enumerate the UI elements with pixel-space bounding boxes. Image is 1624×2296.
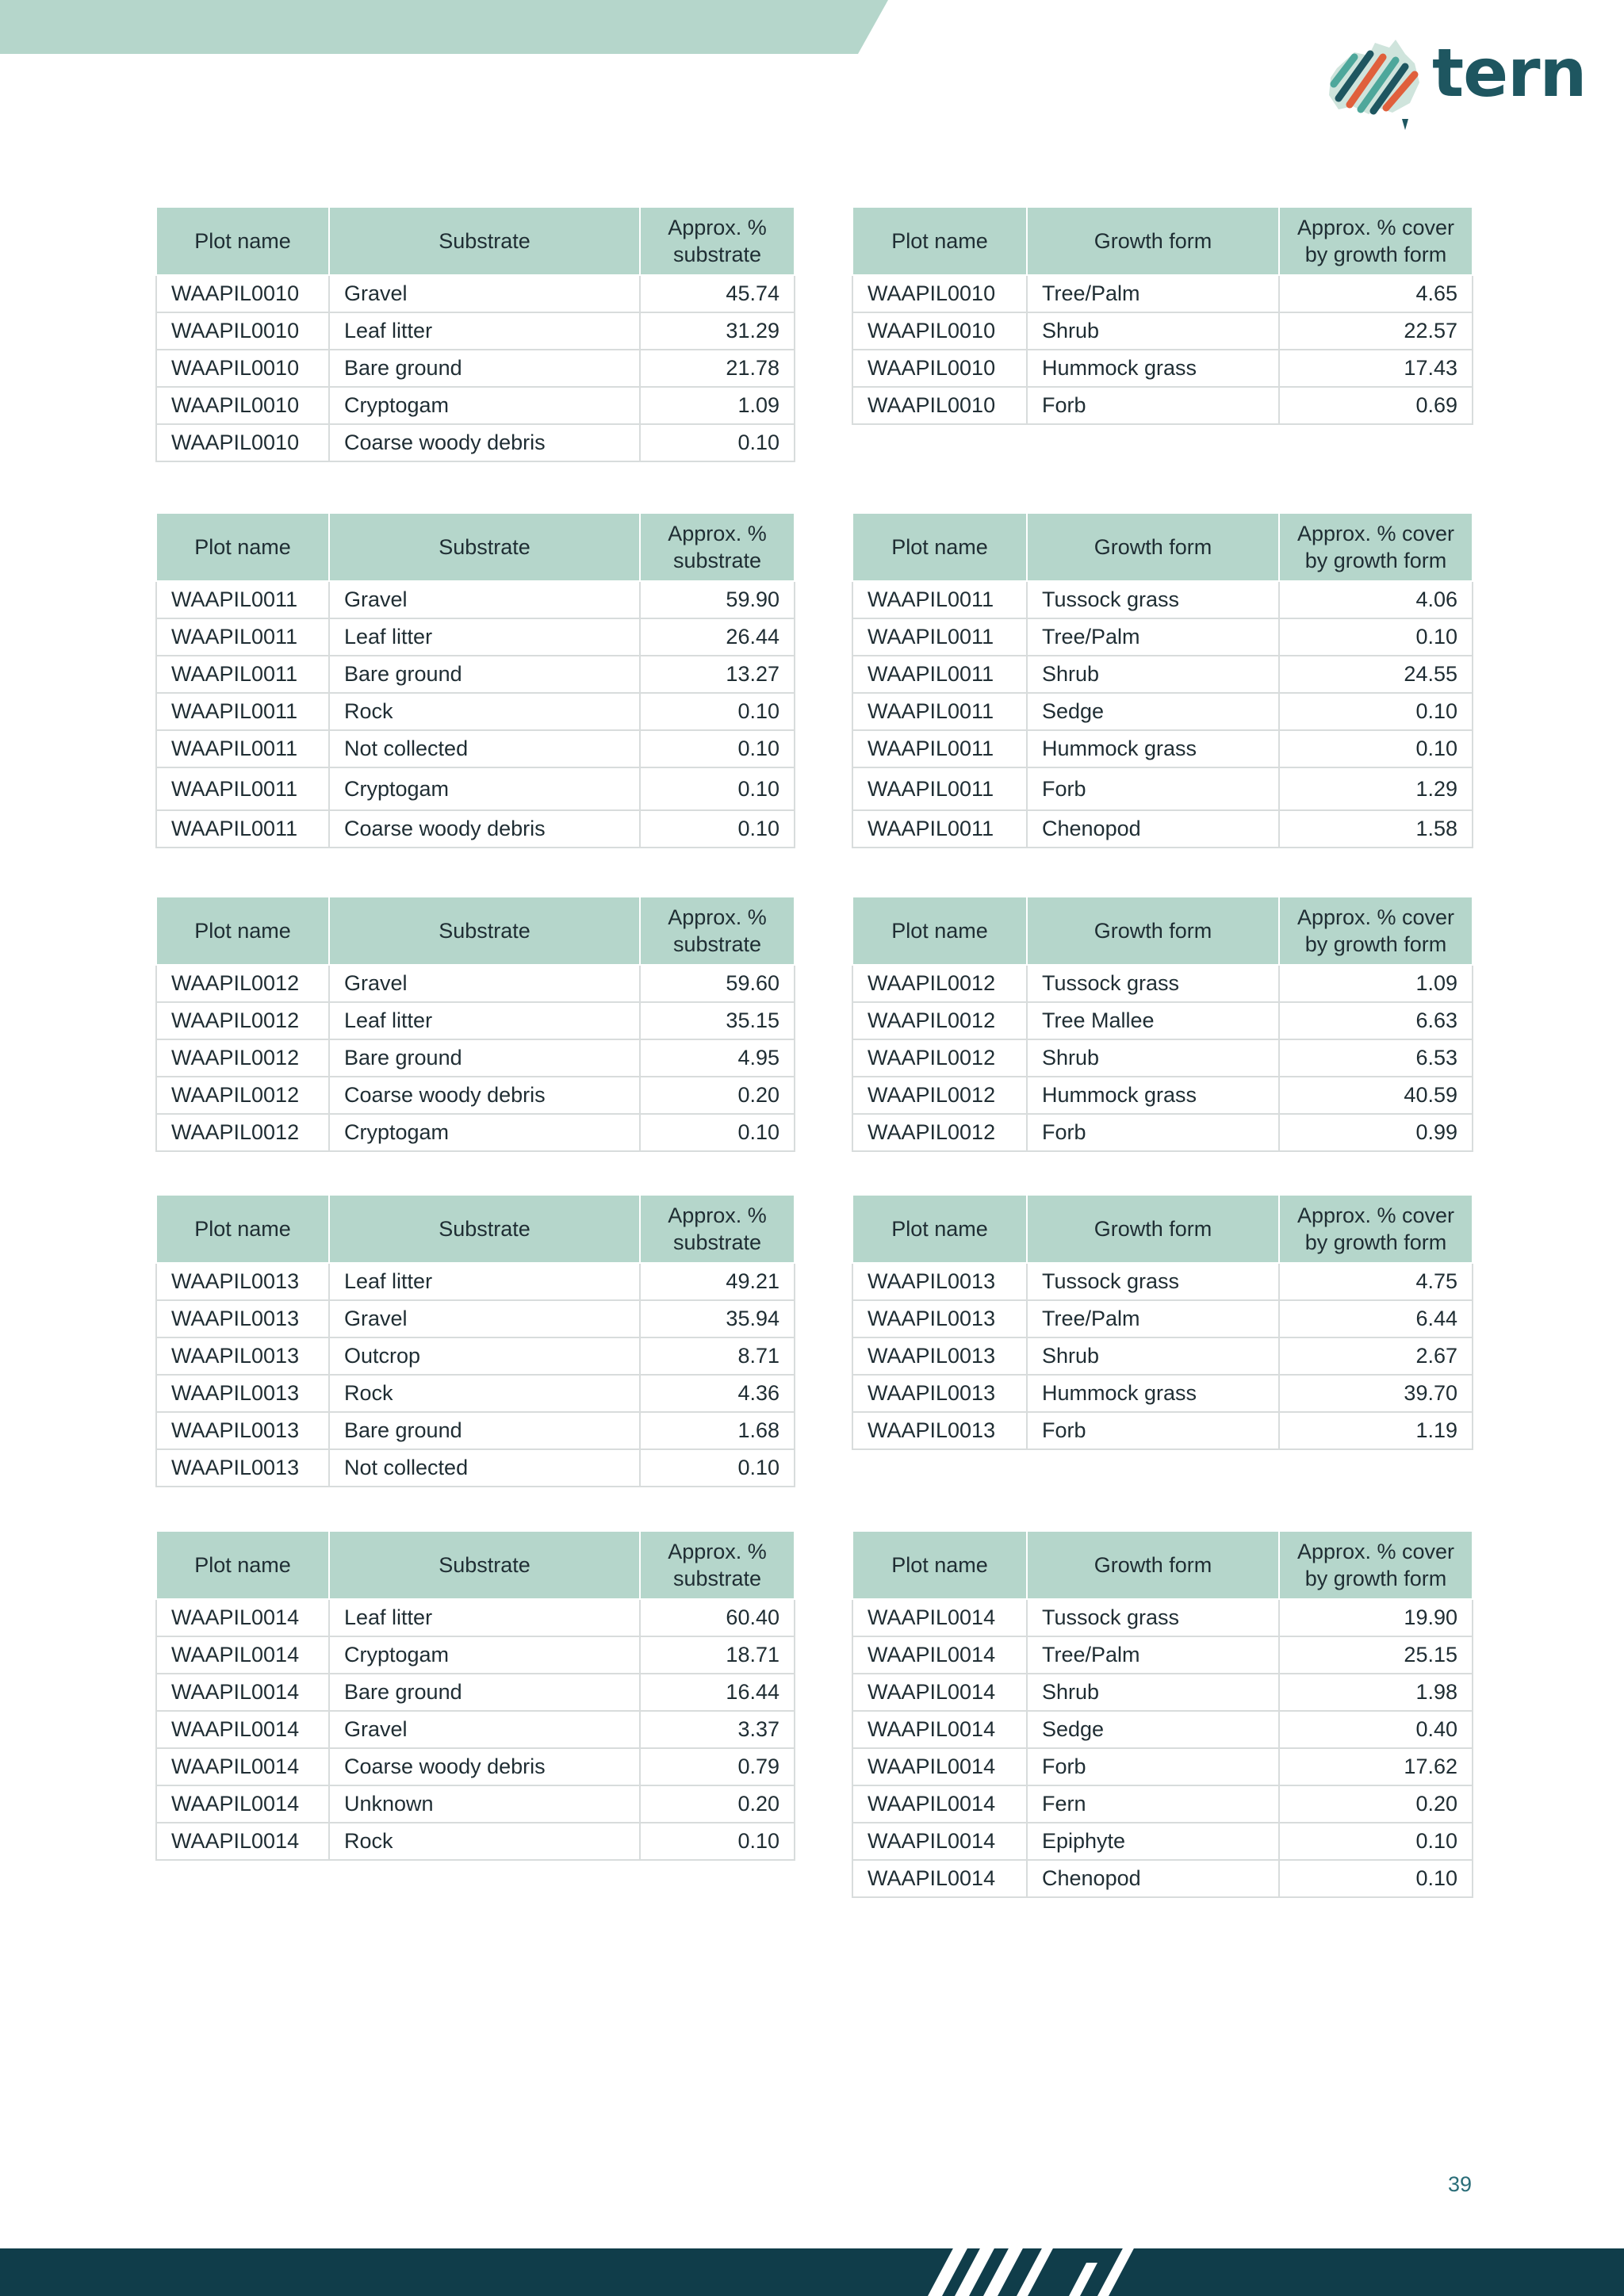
percent-cell: 3.37: [640, 1711, 795, 1748]
table-row: [156, 965, 795, 1002]
percent-cell: 59.90: [640, 581, 795, 618]
table-header-row: [156, 1195, 795, 1263]
table-row: [156, 1002, 795, 1039]
plot-name-cell: WAAPIL0014: [852, 1674, 1027, 1711]
table-header-row: [156, 1531, 795, 1599]
table-row: [156, 312, 795, 350]
percent-cell: 0.10: [1279, 693, 1473, 730]
table-row: [852, 1375, 1473, 1412]
growth-form-cell: Sedge: [1027, 1711, 1279, 1748]
column-header: Approx. % cover by growth form: [1279, 1195, 1473, 1263]
plot-name-cell: WAAPIL0010: [852, 275, 1027, 312]
plot-name-cell: WAAPIL0011: [852, 581, 1027, 618]
table-row: [852, 656, 1473, 693]
growth-form-cell: Sedge: [1027, 693, 1279, 730]
plot-name-cell: WAAPIL0014: [156, 1636, 329, 1674]
percent-cell: 0.99: [1279, 1114, 1473, 1151]
growth-form-cell: Forb: [1027, 1114, 1279, 1151]
substrate-cell: Cryptogam: [329, 1636, 640, 1674]
percent-cell: 19.90: [1279, 1599, 1473, 1636]
table-row: [156, 767, 795, 810]
percent-cell: 4.65: [1279, 275, 1473, 312]
substrate-cell: Leaf litter: [329, 1599, 640, 1636]
growth-form-cell: Chenopod: [1027, 1860, 1279, 1897]
plot-name-cell: WAAPIL0014: [156, 1674, 329, 1711]
percent-cell: 0.10: [640, 1449, 795, 1487]
growth-form-cell: Shrub: [1027, 1039, 1279, 1077]
substrate-cell: Leaf litter: [329, 312, 640, 350]
column-header: Growth form: [1027, 1531, 1279, 1599]
table-row: [852, 312, 1473, 350]
growth-form-cell: Forb: [1027, 1412, 1279, 1449]
table-row: [852, 1711, 1473, 1748]
percent-cell: 8.71: [640, 1337, 795, 1375]
percent-cell: 1.19: [1279, 1412, 1473, 1449]
percent-cell: 0.10: [1279, 1823, 1473, 1860]
table-row: [852, 1114, 1473, 1151]
plot-name-cell: WAAPIL0014: [852, 1823, 1027, 1860]
table-row: [156, 1674, 795, 1711]
substrate-cell: Cryptogam: [329, 1114, 640, 1151]
table-row: [156, 656, 795, 693]
percent-cell: 0.10: [640, 810, 795, 848]
growth-form-cell: Fern: [1027, 1785, 1279, 1823]
table-row: [852, 1263, 1473, 1300]
growth-form-cell: Hummock grass: [1027, 730, 1279, 767]
percent-cell: 26.44: [640, 618, 795, 656]
column-header: Approx. % cover by growth form: [1279, 897, 1473, 965]
substrate-cell: Leaf litter: [329, 1263, 640, 1300]
percent-cell: 0.10: [640, 767, 795, 810]
table-row: [156, 1449, 795, 1487]
substrate-cell: Leaf litter: [329, 1002, 640, 1039]
substrate-cell: Gravel: [329, 965, 640, 1002]
plot-name-cell: WAAPIL0013: [852, 1412, 1027, 1449]
column-header: Substrate: [329, 897, 640, 965]
plot-name-cell: WAAPIL0010: [156, 312, 329, 350]
plot-name-cell: WAAPIL0014: [156, 1599, 329, 1636]
table-row: [852, 1039, 1473, 1077]
column-header: Approx. % cover by growth form: [1279, 513, 1473, 581]
percent-cell: 1.58: [1279, 810, 1473, 848]
percent-cell: 22.57: [1279, 312, 1473, 350]
plot-name-cell: WAAPIL0013: [156, 1263, 329, 1300]
percent-cell: 0.79: [640, 1748, 795, 1785]
percent-cell: 1.98: [1279, 1674, 1473, 1711]
table-row: [852, 965, 1473, 1002]
table-row: [156, 1337, 795, 1375]
substrate-cell: Bare ground: [329, 350, 640, 387]
percent-cell: 35.94: [640, 1300, 795, 1337]
percent-cell: 4.36: [640, 1375, 795, 1412]
table-header-row: [852, 207, 1473, 275]
growth-form-cell: Shrub: [1027, 1337, 1279, 1375]
plot-name-cell: WAAPIL0010: [156, 350, 329, 387]
percent-cell: 2.67: [1279, 1337, 1473, 1375]
table-header-row: [156, 207, 795, 275]
plot-name-cell: WAAPIL0014: [852, 1599, 1027, 1636]
percent-cell: 0.10: [640, 730, 795, 767]
percent-cell: 6.44: [1279, 1300, 1473, 1337]
plot-name-cell: WAAPIL0011: [852, 693, 1027, 730]
percent-cell: 4.06: [1279, 581, 1473, 618]
column-header: Approx. % substrate: [640, 207, 795, 275]
table-row: [156, 730, 795, 767]
plot-name-cell: WAAPIL0011: [156, 693, 329, 730]
column-header: Plot name: [852, 1531, 1027, 1599]
percent-cell: 16.44: [640, 1674, 795, 1711]
table-row: [156, 387, 795, 424]
table-row: [852, 693, 1473, 730]
column-header: Approx. % substrate: [640, 1531, 795, 1599]
percent-cell: 60.40: [640, 1599, 795, 1636]
percent-cell: 0.10: [640, 693, 795, 730]
plot-name-cell: WAAPIL0012: [852, 1114, 1027, 1151]
table-row: [156, 1748, 795, 1785]
substrate-cell: Not collected: [329, 730, 640, 767]
column-header: Substrate: [329, 1195, 640, 1263]
percent-cell: 0.10: [640, 1823, 795, 1860]
table-row: [156, 1636, 795, 1674]
substrate-cell: Coarse woody debris: [329, 424, 640, 461]
table-header-row: [156, 513, 795, 581]
substrate-cell: Gravel: [329, 581, 640, 618]
growth-form-cell: Tussock grass: [1027, 1599, 1279, 1636]
substrate-cell: Leaf litter: [329, 618, 640, 656]
plot-name-cell: WAAPIL0010: [852, 387, 1027, 424]
column-header: Growth form: [1027, 207, 1279, 275]
plot-name-cell: WAAPIL0012: [156, 965, 329, 1002]
percent-cell: 49.21: [640, 1263, 795, 1300]
australia-map-icon: [1323, 36, 1426, 135]
plot-name-cell: WAAPIL0012: [852, 1002, 1027, 1039]
column-header: Plot name: [852, 897, 1027, 965]
column-header: Plot name: [852, 1195, 1027, 1263]
substrate-cell: Rock: [329, 1375, 640, 1412]
plot-name-cell: WAAPIL0011: [156, 656, 329, 693]
substrate-cell: Unknown: [329, 1785, 640, 1823]
footer-band: [0, 2248, 1624, 2296]
growth-form-cell: Hummock grass: [1027, 1077, 1279, 1114]
growth-form-cell: Tree/Palm: [1027, 1300, 1279, 1337]
table-row: [852, 275, 1473, 312]
plot-name-cell: WAAPIL0014: [852, 1748, 1027, 1785]
percent-cell: 1.09: [640, 387, 795, 424]
table-row: [156, 1375, 795, 1412]
table-row: [156, 1039, 795, 1077]
column-header: Plot name: [156, 1531, 329, 1599]
table-row: [852, 1823, 1473, 1860]
table-header-row: [852, 897, 1473, 965]
plot-name-cell: WAAPIL0013: [156, 1300, 329, 1337]
plot-name-cell: WAAPIL0010: [156, 275, 329, 312]
substrate-cell: Not collected: [329, 1449, 640, 1487]
plot-name-cell: WAAPIL0010: [852, 350, 1027, 387]
plot-name-cell: WAAPIL0011: [156, 581, 329, 618]
percent-cell: 40.59: [1279, 1077, 1473, 1114]
page-number: 39: [1447, 2172, 1472, 2196]
growth-form-cell: Tree/Palm: [1027, 275, 1279, 312]
table-row: [852, 730, 1473, 767]
header-band: [0, 0, 888, 54]
column-header: Approx. % substrate: [640, 1195, 795, 1263]
plot-name-cell: WAAPIL0012: [852, 1039, 1027, 1077]
substrate-cell: Gravel: [329, 275, 640, 312]
column-header: Plot name: [156, 897, 329, 965]
substrate-cell: Bare ground: [329, 1674, 640, 1711]
table-row: [852, 1002, 1473, 1039]
plot-name-cell: WAAPIL0011: [156, 767, 329, 810]
growth-form-cell: Forb: [1027, 1748, 1279, 1785]
column-header: Approx. % cover by growth form: [1279, 1531, 1473, 1599]
percent-cell: 31.29: [640, 312, 795, 350]
plot-name-cell: WAAPIL0012: [156, 1039, 329, 1077]
plot-name-cell: WAAPIL0012: [852, 965, 1027, 1002]
plot-name-cell: WAAPIL0013: [156, 1337, 329, 1375]
table-row: [156, 1599, 795, 1636]
substrate-cell: Outcrop: [329, 1337, 640, 1375]
plot-name-cell: WAAPIL0011: [156, 618, 329, 656]
substrate-cell: Coarse woody debris: [329, 1077, 640, 1114]
percent-cell: 59.60: [640, 965, 795, 1002]
table-row: [156, 1711, 795, 1748]
growth-form-cell: Shrub: [1027, 1674, 1279, 1711]
table-row: [852, 1300, 1473, 1337]
table-row: [852, 1860, 1473, 1897]
plot-name-cell: WAAPIL0014: [156, 1711, 329, 1748]
growth-form-cell: Tree/Palm: [1027, 1636, 1279, 1674]
growth-form-cell: Epiphyte: [1027, 1823, 1279, 1860]
column-header: Substrate: [329, 513, 640, 581]
footer-stripes-decoration: [928, 2245, 1166, 2296]
table-row: [156, 1300, 795, 1337]
plot-name-cell: WAAPIL0013: [852, 1300, 1027, 1337]
table-row: [852, 1674, 1473, 1711]
table-row: [852, 1636, 1473, 1674]
percent-cell: 0.10: [1279, 618, 1473, 656]
substrate-table-waapil0011: [155, 512, 794, 848]
column-header: Approx. % substrate: [640, 897, 795, 965]
plot-name-cell: WAAPIL0011: [156, 730, 329, 767]
substrate-cell: Bare ground: [329, 656, 640, 693]
column-header: Plot name: [852, 207, 1027, 275]
growth-form-table-waapil0012: [852, 896, 1472, 1152]
growth-form-cell: Shrub: [1027, 656, 1279, 693]
growth-form-cell: Tussock grass: [1027, 965, 1279, 1002]
plot-name-cell: WAAPIL0014: [852, 1785, 1027, 1823]
plot-name-cell: WAAPIL0011: [852, 767, 1027, 810]
table-header-row: [852, 1195, 1473, 1263]
table-header-row: [852, 1531, 1473, 1599]
column-header: Plot name: [156, 207, 329, 275]
table-row: [156, 810, 795, 848]
table-row: [156, 693, 795, 730]
tern-logo: [1323, 34, 1587, 140]
plot-name-cell: WAAPIL0011: [852, 618, 1027, 656]
table-row: [852, 618, 1473, 656]
plot-name-cell: WAAPIL0014: [852, 1636, 1027, 1674]
substrate-cell: Cryptogam: [329, 387, 640, 424]
column-header: Substrate: [329, 1531, 640, 1599]
substrate-table-waapil0013: [155, 1194, 794, 1487]
growth-form-cell: Shrub: [1027, 312, 1279, 350]
percent-cell: 39.70: [1279, 1375, 1473, 1412]
column-header: Plot name: [156, 1195, 329, 1263]
table-row: [156, 1785, 795, 1823]
table-row: [852, 767, 1473, 810]
growth-form-table-waapil0010: [852, 206, 1472, 425]
substrate-cell: Bare ground: [329, 1039, 640, 1077]
table-row: [156, 1114, 795, 1151]
table-row: [852, 387, 1473, 424]
substrate-cell: Coarse woody debris: [329, 810, 640, 848]
plot-name-cell: WAAPIL0012: [156, 1077, 329, 1114]
percent-cell: 6.63: [1279, 1002, 1473, 1039]
table-row: [852, 1412, 1473, 1449]
plot-name-cell: WAAPIL0014: [852, 1711, 1027, 1748]
growth-form-cell: Tussock grass: [1027, 581, 1279, 618]
percent-cell: 4.75: [1279, 1263, 1473, 1300]
table-row: [852, 581, 1473, 618]
percent-cell: 0.10: [1279, 730, 1473, 767]
growth-form-cell: Hummock grass: [1027, 350, 1279, 387]
percent-cell: 17.43: [1279, 350, 1473, 387]
plot-name-cell: WAAPIL0014: [156, 1748, 329, 1785]
growth-form-cell: Chenopod: [1027, 810, 1279, 848]
percent-cell: 0.10: [640, 1114, 795, 1151]
table-row: [156, 350, 795, 387]
percent-cell: 35.15: [640, 1002, 795, 1039]
growth-form-cell: Tree Mallee: [1027, 1002, 1279, 1039]
plot-name-cell: WAAPIL0013: [852, 1337, 1027, 1375]
table-row: [852, 810, 1473, 848]
plot-name-cell: WAAPIL0010: [156, 424, 329, 461]
growth-form-cell: Forb: [1027, 387, 1279, 424]
plot-name-cell: WAAPIL0014: [852, 1860, 1027, 1897]
substrate-cell: Gravel: [329, 1300, 640, 1337]
column-header: Growth form: [1027, 897, 1279, 965]
percent-cell: 4.95: [640, 1039, 795, 1077]
table-row: [852, 1077, 1473, 1114]
growth-form-cell: Tussock grass: [1027, 1263, 1279, 1300]
growth-form-table-waapil0014: [852, 1530, 1472, 1898]
percent-cell: 0.10: [1279, 1860, 1473, 1897]
column-header: Approx. % cover by growth form: [1279, 207, 1473, 275]
table-row: [852, 1337, 1473, 1375]
table-row: [156, 275, 795, 312]
plot-name-cell: WAAPIL0011: [156, 810, 329, 848]
plot-name-cell: WAAPIL0010: [156, 387, 329, 424]
substrate-cell: Coarse woody debris: [329, 1748, 640, 1785]
percent-cell: 21.78: [640, 350, 795, 387]
column-header: Approx. % substrate: [640, 513, 795, 581]
table-row: [156, 618, 795, 656]
table-row: [156, 1412, 795, 1449]
substrate-cell: Rock: [329, 1823, 640, 1860]
percent-cell: 0.69: [1279, 387, 1473, 424]
table-row: [156, 424, 795, 461]
percent-cell: 18.71: [640, 1636, 795, 1674]
table-header-row: [156, 897, 795, 965]
plot-name-cell: WAAPIL0013: [156, 1449, 329, 1487]
percent-cell: 0.20: [640, 1077, 795, 1114]
percent-cell: 0.20: [1279, 1785, 1473, 1823]
column-header: Growth form: [1027, 513, 1279, 581]
substrate-cell: Gravel: [329, 1711, 640, 1748]
plot-name-cell: WAAPIL0012: [156, 1002, 329, 1039]
growth-form-cell: Hummock grass: [1027, 1375, 1279, 1412]
substrate-table-waapil0012: [155, 896, 794, 1152]
logo-wordmark: tern: [1432, 34, 1587, 112]
plot-name-cell: WAAPIL0012: [156, 1114, 329, 1151]
table-row: [156, 581, 795, 618]
column-header: Plot name: [852, 513, 1027, 581]
substrate-cell: Rock: [329, 693, 640, 730]
percent-cell: 13.27: [640, 656, 795, 693]
percent-cell: 17.62: [1279, 1748, 1473, 1785]
percent-cell: 0.40: [1279, 1711, 1473, 1748]
percent-cell: 0.10: [640, 424, 795, 461]
substrate-cell: Bare ground: [329, 1412, 640, 1449]
plot-name-cell: WAAPIL0010: [852, 312, 1027, 350]
growth-form-cell: Tree/Palm: [1027, 618, 1279, 656]
column-header: Plot name: [156, 513, 329, 581]
growth-form-table-waapil0013: [852, 1194, 1472, 1450]
percent-cell: 6.53: [1279, 1039, 1473, 1077]
substrate-table-waapil0014: [155, 1530, 794, 1861]
percent-cell: 1.68: [640, 1412, 795, 1449]
table-row: [852, 1599, 1473, 1636]
table-header-row: [852, 513, 1473, 581]
growth-form-cell: Forb: [1027, 767, 1279, 810]
percent-cell: 24.55: [1279, 656, 1473, 693]
plot-name-cell: WAAPIL0013: [156, 1375, 329, 1412]
substrate-cell: Cryptogam: [329, 767, 640, 810]
table-row: [156, 1263, 795, 1300]
growth-form-table-waapil0011: [852, 512, 1472, 848]
plot-name-cell: WAAPIL0013: [852, 1263, 1027, 1300]
percent-cell: 0.20: [640, 1785, 795, 1823]
table-row: [852, 1748, 1473, 1785]
substrate-table-waapil0010: [155, 206, 794, 462]
table-row: [156, 1823, 795, 1860]
column-header: Substrate: [329, 207, 640, 275]
percent-cell: 25.15: [1279, 1636, 1473, 1674]
plot-name-cell: WAAPIL0011: [852, 656, 1027, 693]
percent-cell: 45.74: [640, 275, 795, 312]
percent-cell: 1.29: [1279, 767, 1473, 810]
plot-name-cell: WAAPIL0014: [156, 1823, 329, 1860]
percent-cell: 1.09: [1279, 965, 1473, 1002]
column-header: Growth form: [1027, 1195, 1279, 1263]
plot-name-cell: WAAPIL0014: [156, 1785, 329, 1823]
plot-name-cell: WAAPIL0011: [852, 730, 1027, 767]
plot-name-cell: WAAPIL0011: [852, 810, 1027, 848]
table-row: [156, 1077, 795, 1114]
table-row: [852, 350, 1473, 387]
plot-name-cell: WAAPIL0012: [852, 1077, 1027, 1114]
plot-name-cell: WAAPIL0013: [156, 1412, 329, 1449]
table-row: [852, 1785, 1473, 1823]
plot-name-cell: WAAPIL0013: [852, 1375, 1027, 1412]
